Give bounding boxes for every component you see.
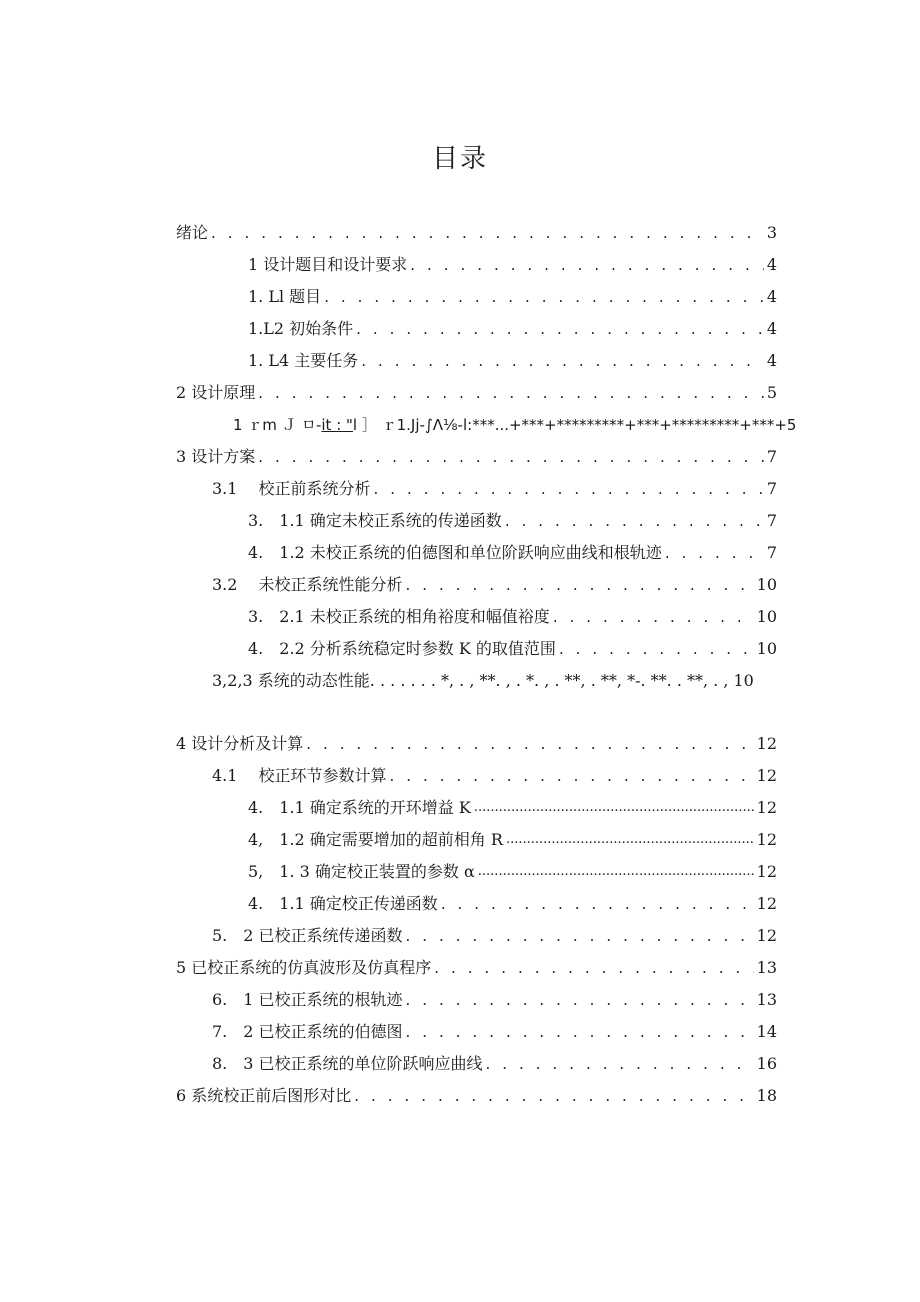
toc-leader-dots	[374, 478, 764, 500]
toc-page-number: 14	[756, 1022, 777, 1041]
toc-page-number: 3	[766, 223, 777, 242]
toc-entry[interactable]	[248, 506, 777, 532]
toc-entry[interactable]	[248, 282, 777, 308]
toc-leader-dots	[559, 638, 754, 660]
toc-entry-label: 4. 2.2 分析系统稳定时参数 K 的取值范围	[248, 639, 556, 658]
toc-entry-label: 1. L4 主要任务	[248, 351, 359, 370]
toc-entry[interactable]	[176, 1081, 777, 1107]
toc-leader-dots	[505, 510, 764, 532]
toc-entry[interactable]	[248, 538, 777, 564]
toc-leader-dots	[410, 254, 764, 276]
toc-page-number: 4	[766, 255, 777, 274]
toc-entry-label: 3,2,3 系统的动态性能. . . . . . . *, . , **. , . *. , . **, . **, *-. **. . **, . , 10	[212, 671, 754, 690]
toc-entry-label: 绪论	[176, 223, 209, 242]
toc-entry[interactable]	[248, 634, 777, 660]
toc-entry-label: 4. 1.1 确定校正传递函数	[248, 894, 438, 913]
toc-leader-dots	[486, 1053, 754, 1075]
toc-garbled-text-c: l ］ ｒ1.Jj-∫Λ⅛-l:***...+***+*********+***+*********+***+5	[352, 416, 797, 434]
toc-garbled-text-a: 1 ｒm Ｊ ㅁ-	[233, 416, 322, 434]
toc-entry-label: 4, 1.2 确定需要增加的超前相角 R	[248, 830, 503, 849]
toc-entry[interactable]	[248, 825, 777, 851]
toc-entry[interactable]	[248, 346, 777, 372]
toc-page-number: 4	[766, 287, 777, 306]
toc-leader-dots	[258, 446, 764, 468]
toc-page-number: 16	[756, 1054, 777, 1073]
toc-page-number: 4	[766, 351, 777, 370]
toc-entry[interactable]	[176, 378, 777, 404]
toc-garbled-text-b: it : "	[321, 416, 353, 434]
toc-leader-dots	[356, 318, 764, 340]
toc-leader-dots	[390, 765, 754, 787]
toc-entry[interactable]	[212, 1049, 777, 1075]
toc-leader-dots	[354, 1085, 753, 1107]
toc-page-number: 12	[756, 862, 777, 881]
toc-page-number: 10	[756, 607, 777, 626]
toc-leader-dots	[406, 574, 754, 596]
toc-page-number: 10	[756, 575, 777, 594]
toc-entry[interactable]	[212, 921, 777, 947]
toc-leader-dots	[434, 957, 753, 979]
toc-leader-dots	[406, 1021, 754, 1043]
toc-page-number: 13	[756, 990, 777, 1009]
toc-leader-dots	[441, 893, 754, 915]
toc-page-number: 12	[756, 734, 777, 753]
toc-entry-label: 4.1 校正环节参数计算	[212, 766, 387, 785]
toc-entry-label: 4. 1.1 确定系统的开环增益 K	[248, 798, 471, 817]
toc-entry[interactable]	[212, 1017, 777, 1043]
toc-page-number: 7	[766, 479, 777, 498]
toc-entry-label: 6. 1 已校正系统的根轨迹	[212, 990, 403, 1009]
toc-page-number: 18	[756, 1086, 777, 1105]
toc-entry-garbled[interactable]	[233, 410, 796, 436]
toc-entry[interactable]	[248, 889, 777, 915]
toc-leader-dots	[361, 350, 764, 372]
toc-entry-label: 1. Ll 题目	[248, 287, 322, 306]
toc-entry-label: 1.L2 初始条件	[248, 319, 354, 338]
toc-page-number: 12	[756, 830, 777, 849]
toc-leader-dots	[324, 286, 764, 308]
toc-page-number: 12	[756, 894, 777, 913]
toc-entry-label: 3.2 未校正系统性能分析	[212, 575, 403, 594]
toc-page-number: 7	[766, 447, 777, 466]
toc-leader-dots	[406, 925, 754, 947]
toc-entry[interactable]	[248, 602, 777, 628]
toc-entry-label: 4 设计分析及计算	[176, 734, 304, 753]
toc-entry-label: 3.1 校正前系统分析	[212, 479, 371, 498]
toc-entry-label: 3 设计方案	[176, 447, 256, 466]
toc-leader-dots	[506, 829, 754, 851]
toc-leader-dots	[474, 797, 754, 819]
toc-entry-label: 5 已校正系统的仿真波形及仿真程序	[176, 958, 432, 977]
toc-entry-label: 7. 2 已校正系统的伯德图	[212, 1022, 403, 1041]
toc-leader-dots	[258, 382, 764, 404]
toc-leader-dots	[553, 606, 754, 628]
toc-page-number: 7	[766, 511, 777, 530]
toc-entry-label: 4. 1.2 未校正系统的伯德图和单位阶跃响应曲线和根轨迹	[248, 543, 662, 562]
toc-entry[interactable]	[176, 953, 777, 979]
toc-entry[interactable]	[248, 793, 777, 819]
toc-page-number: 4	[766, 319, 777, 338]
toc-entry[interactable]	[176, 442, 777, 468]
toc-page-number: 12	[756, 798, 777, 817]
toc-entry[interactable]	[248, 857, 777, 883]
toc-page-number: 12	[756, 766, 777, 785]
toc-entry[interactable]	[248, 250, 777, 276]
toc-leader-dots	[665, 542, 764, 564]
toc-leader-dots	[478, 861, 754, 883]
toc-leader-dots	[306, 733, 753, 755]
toc-leader-dots	[211, 222, 764, 244]
toc-entry[interactable]	[176, 729, 777, 755]
toc-page-number: 7	[766, 543, 777, 562]
toc-entry[interactable]	[212, 985, 777, 1011]
toc-entry-label: 5. 2 已校正系统传递函数	[212, 926, 403, 945]
toc-entry-label: 2 设计原理	[176, 383, 256, 402]
page-title: 目录	[431, 144, 488, 174]
toc-entry-label: 8. 3 已校正系统的单位阶跃响应曲线	[212, 1054, 483, 1073]
toc-page-number: 13	[756, 958, 777, 977]
toc-entry-label: 5, 1. 3 确定校正装置的参数 α	[248, 862, 475, 881]
toc-entry[interactable]	[248, 314, 777, 340]
toc-page-number: 10	[756, 639, 777, 658]
toc-page-number: 12	[756, 926, 777, 945]
toc-entry-label: 1 设计题目和设计要求	[248, 255, 408, 274]
toc-entry[interactable]	[212, 761, 777, 787]
toc-entry[interactable]	[212, 474, 777, 500]
toc-entry-label: 6 系统校正前后图形对比	[176, 1086, 352, 1105]
toc-entry[interactable]	[176, 218, 777, 244]
toc-leader-dots	[406, 989, 754, 1011]
toc-entry-label: 3. 2.1 未校正系统的相角裕度和幅值裕度	[248, 607, 550, 626]
toc-entry[interactable]	[212, 570, 777, 596]
toc-page-number: 5	[766, 383, 777, 402]
toc-entry-label: 3. 1.1 确定未校正系统的传递函数	[248, 511, 502, 530]
toc-entry-garbled[interactable]	[212, 666, 754, 692]
